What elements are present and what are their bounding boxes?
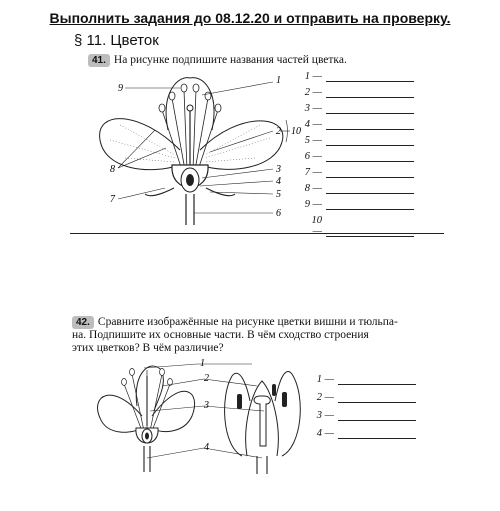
answer-row-7: 7 —: [302, 167, 414, 178]
answer-42-line-1[interactable]: [338, 375, 416, 385]
label-3: 3: [276, 164, 281, 175]
task-42-text-line-3: этих цветков? В чём различие?: [72, 342, 224, 354]
answer-row-9: 9 —: [302, 199, 414, 210]
assignment-header: Выполнить задания до 08.12.20 и отправить на проверку.: [49, 10, 451, 26]
label-9: 9: [118, 83, 123, 94]
task-42-text-line-2: на. Подпишите их основные части. В чём сходство строения: [72, 329, 369, 341]
answer-row-1: 1 —: [302, 71, 414, 82]
label-2: 2: [276, 126, 281, 137]
section-title: § 11. Цветок: [74, 32, 159, 49]
answer-row-10: 10 —: [302, 215, 414, 237]
answer-42-row-1: 1 —: [314, 374, 416, 385]
flower-comparison-diagram-42: [92, 356, 314, 476]
task-42-text-line-1: Сравните изображённые на рисунке цветки вишни и тюльпа-: [97, 316, 398, 328]
answer-line-10[interactable]: [326, 227, 414, 237]
answer-42-line-3[interactable]: [338, 411, 416, 421]
task-42-prompt: [72, 316, 452, 355]
label-42-1: 1: [200, 358, 205, 369]
answer-row-6: 6 —: [302, 151, 414, 162]
answer-42-line-2[interactable]: [338, 393, 416, 403]
answer-row-5: 5 —: [302, 135, 414, 146]
answer-row-8: 8 —: [302, 183, 414, 194]
task-41-prompt: [88, 54, 347, 67]
task-42-number: 42.: [72, 316, 94, 329]
answer-row-4: 4 —: [302, 119, 414, 130]
answer-42-line-4[interactable]: [338, 429, 416, 439]
answer-line-8[interactable]: [326, 184, 414, 194]
label-5: 5: [276, 189, 281, 200]
label-42-2: 2: [204, 373, 209, 384]
answer-row-3: 3 —: [302, 103, 414, 114]
answer-line-7[interactable]: [326, 168, 414, 178]
label-8: 8: [110, 164, 115, 175]
answer-line-5[interactable]: [326, 136, 414, 146]
answer-line-9[interactable]: [326, 200, 414, 210]
task-41-number: 41.: [88, 54, 110, 67]
label-42-4: 4: [204, 442, 209, 453]
answer-line-2[interactable]: [326, 88, 414, 98]
label-1: 1: [276, 75, 281, 86]
answer-line-3[interactable]: [326, 104, 414, 114]
answer-line-6[interactable]: [326, 152, 414, 162]
label-42-3: 3: [204, 400, 209, 411]
answer-line-4[interactable]: [326, 120, 414, 130]
task-41-text: На рисунке подпишите названия частей цветка.: [113, 54, 347, 66]
answer-line-1[interactable]: [326, 72, 414, 82]
label-10: 10: [291, 126, 301, 137]
label-7: 7: [110, 194, 115, 205]
answer-42-row-4: 4 —: [314, 428, 416, 439]
flower-diagram-41: [90, 70, 310, 230]
label-6: 6: [276, 208, 281, 219]
section-divider: [70, 233, 444, 234]
answer-42-row-2: 2 —: [314, 392, 416, 403]
label-4: 4: [276, 176, 281, 187]
answer-42-row-3: 3 —: [314, 410, 416, 421]
answer-row-2: 2 —: [302, 87, 414, 98]
